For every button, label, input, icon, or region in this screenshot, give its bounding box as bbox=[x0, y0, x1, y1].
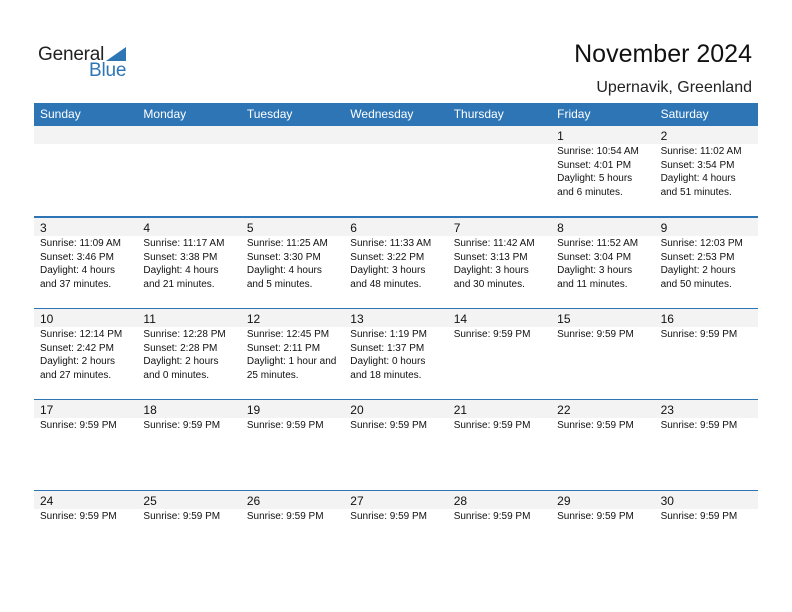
sun-info bbox=[247, 328, 344, 382]
sun-info bbox=[454, 510, 551, 524]
sun-info bbox=[454, 328, 551, 342]
day-cell bbox=[655, 309, 758, 399]
sun-info bbox=[661, 145, 758, 199]
sun-info bbox=[661, 328, 758, 342]
day-number: 8 bbox=[557, 221, 564, 235]
sun-info bbox=[143, 419, 240, 433]
logo-word-general: General bbox=[38, 44, 105, 65]
day-number: 24 bbox=[40, 494, 54, 508]
calendar-week-row bbox=[34, 217, 758, 308]
day-cell bbox=[448, 400, 551, 490]
sun-info-line: Sunrise: 9:59 PM bbox=[660, 420, 738, 431]
day-number: 26 bbox=[246, 494, 261, 508]
calendar-week-row bbox=[34, 490, 758, 581]
sun-info-line: Sunrise: 9:59 PM bbox=[453, 511, 531, 522]
sun-info-line: Sunrise: 9:59 PM bbox=[143, 420, 221, 431]
sun-info-line: Daylight: 4 hours bbox=[246, 265, 322, 276]
sun-info-line: Sunrise: 12:14 PM bbox=[40, 329, 123, 340]
sun-info-line: and 30 minutes. bbox=[453, 278, 525, 290]
sun-info bbox=[247, 510, 344, 524]
day-cell bbox=[448, 309, 551, 399]
sun-info-line: Sunrise: 12:03 PM bbox=[660, 238, 743, 249]
day-cell bbox=[655, 126, 758, 216]
week-days bbox=[34, 218, 758, 308]
sun-info-line: 25 minutes. bbox=[246, 369, 299, 381]
sun-info-line: Daylight: 5 hours bbox=[557, 173, 633, 184]
sun-info bbox=[557, 328, 654, 342]
day-number: 19 bbox=[246, 403, 261, 417]
day-number: 28 bbox=[453, 494, 468, 508]
day-number: 2 bbox=[660, 129, 668, 143]
day-number: 17 bbox=[40, 403, 54, 417]
day-number: 13 bbox=[350, 312, 364, 326]
sun-info-line: Sunrise: 9:59 PM bbox=[40, 420, 117, 431]
sun-info-line: Sunset: 4:01 PM bbox=[557, 159, 632, 171]
day-cell bbox=[34, 400, 137, 490]
day-number: 15 bbox=[557, 312, 571, 326]
day-number: 10 bbox=[40, 312, 54, 326]
sun-info bbox=[40, 419, 137, 433]
day-number: 11 bbox=[143, 312, 156, 326]
day-cell bbox=[34, 491, 137, 581]
sun-info-line: Sunrise: 11:09 AM bbox=[40, 238, 121, 249]
sun-info-line: and 0 minutes. bbox=[143, 369, 210, 381]
sun-info-line: Sunrise: 12:45 PM bbox=[246, 329, 330, 340]
sun-info bbox=[143, 237, 240, 291]
day-cell bbox=[448, 491, 551, 581]
sun-info-line: Daylight: 0 hours bbox=[350, 356, 426, 367]
sun-info-line: Sunrise: 9:59 PM bbox=[350, 420, 427, 431]
day-cell bbox=[241, 218, 344, 308]
day-cell bbox=[34, 218, 137, 308]
sun-info bbox=[247, 237, 344, 291]
sun-info-line: Sunrise: 12:28 PM bbox=[143, 329, 226, 340]
sun-info-line: Daylight: 2 hours bbox=[40, 356, 116, 367]
sun-info-line: Sunrise: 1:19 PM bbox=[350, 329, 427, 340]
day-cell bbox=[241, 400, 344, 490]
week-days bbox=[34, 309, 758, 399]
sun-info-line: Daylight: 1 hour and bbox=[246, 356, 337, 367]
sun-info-line: Sunrise: 9:59 PM bbox=[557, 329, 634, 340]
day-number: 12 bbox=[246, 312, 261, 326]
sun-info-line: and 37 minutes. bbox=[40, 278, 112, 290]
day-cell bbox=[551, 309, 654, 399]
sun-info bbox=[454, 237, 551, 291]
weekday-header-thursday: Thursday bbox=[453, 107, 504, 121]
day-number: 4 bbox=[143, 221, 151, 235]
weekday-header-monday: Monday bbox=[143, 107, 187, 121]
sun-info bbox=[557, 510, 654, 524]
sun-info-line: Sunrise: 9:59 PM bbox=[143, 511, 221, 522]
page-title: November 2024 bbox=[574, 40, 752, 68]
sun-info-line: and 6 minutes. bbox=[557, 186, 623, 198]
day-cell bbox=[655, 218, 758, 308]
sun-info-line: Sunset: 3:13 PM bbox=[453, 251, 528, 263]
day-cell bbox=[137, 400, 240, 490]
sun-info-line: Daylight: 2 hours bbox=[143, 356, 219, 367]
weekday-header-wednesday: Wednesday bbox=[350, 107, 414, 121]
day-cell bbox=[241, 126, 344, 216]
day-number: 20 bbox=[350, 403, 364, 417]
sun-info-line: Sunset: 2:42 PM bbox=[40, 342, 114, 354]
day-number bbox=[454, 126, 551, 144]
logo-word-blue: Blue bbox=[89, 60, 127, 81]
sun-info-line: Sunrise: 9:59 PM bbox=[660, 511, 738, 522]
sun-info-line: Daylight: 3 hours bbox=[350, 265, 426, 276]
sun-info-line: Daylight: 4 hours bbox=[40, 265, 116, 276]
sun-info-line: Sunset: 2:53 PM bbox=[660, 251, 735, 263]
sun-info-line: Sunrise: 9:59 PM bbox=[40, 511, 117, 522]
calendar-week-row bbox=[34, 126, 758, 217]
sun-info bbox=[557, 145, 654, 199]
sun-info-line: Sunrise: 11:02 AM bbox=[660, 146, 742, 157]
sun-info-line: Sunset: 3:38 PM bbox=[143, 251, 218, 263]
day-number: 27 bbox=[350, 494, 364, 508]
generalblue-logo bbox=[38, 44, 138, 80]
day-cell bbox=[448, 126, 551, 216]
day-cell bbox=[241, 491, 344, 581]
sun-info bbox=[661, 237, 758, 291]
day-number: 1 bbox=[557, 129, 564, 143]
day-number: 9 bbox=[660, 221, 668, 235]
sun-info-line: Sunrise: 9:59 PM bbox=[453, 420, 531, 431]
sun-info-line: Daylight: 4 hours bbox=[660, 173, 736, 184]
day-cell bbox=[344, 491, 447, 581]
sun-info bbox=[40, 237, 137, 291]
day-cell bbox=[344, 218, 447, 308]
sun-info-line: Sunrise: 9:59 PM bbox=[246, 511, 324, 522]
day-number: 25 bbox=[143, 494, 157, 508]
day-cell bbox=[137, 218, 240, 308]
sun-info bbox=[661, 510, 758, 524]
sun-info-line: and 18 minutes. bbox=[350, 369, 422, 381]
day-number: 29 bbox=[557, 494, 571, 508]
day-number: 30 bbox=[660, 494, 674, 508]
week-days bbox=[34, 491, 758, 581]
sun-info-line: Sunset: 1:37 PM bbox=[350, 342, 425, 354]
sun-info bbox=[350, 419, 447, 433]
sun-info bbox=[350, 237, 447, 291]
day-cell bbox=[241, 309, 344, 399]
day-number: 21 bbox=[453, 403, 468, 417]
sun-info-line: Sunrise: 9:59 PM bbox=[453, 329, 531, 340]
weekday-header-friday: Friday bbox=[557, 107, 591, 121]
sun-info-line: and 5 minutes. bbox=[246, 278, 313, 290]
sun-info-line: Sunrise: 9:59 PM bbox=[557, 420, 634, 431]
day-number: 3 bbox=[40, 221, 47, 235]
sun-info bbox=[661, 419, 758, 433]
day-cell bbox=[551, 400, 654, 490]
day-cell bbox=[551, 126, 654, 216]
calendar-weeks bbox=[34, 126, 758, 581]
sun-info bbox=[143, 510, 240, 524]
day-cell bbox=[137, 491, 240, 581]
day-cell bbox=[344, 309, 447, 399]
sun-info-line: Sunset: 3:22 PM bbox=[350, 251, 425, 263]
day-number: 5 bbox=[246, 221, 254, 235]
weekday-header-row bbox=[34, 103, 758, 126]
day-number: 14 bbox=[453, 312, 468, 326]
sun-info-line: Daylight: 3 hours bbox=[557, 265, 633, 276]
sun-info bbox=[143, 328, 240, 382]
sun-info-line: and 51 minutes. bbox=[660, 186, 732, 198]
day-number: 18 bbox=[143, 403, 157, 417]
day-number: 23 bbox=[660, 403, 674, 417]
day-number bbox=[350, 126, 447, 144]
sun-info-line: Sunrise: 11:52 AM bbox=[557, 238, 639, 249]
day-number: 16 bbox=[660, 312, 674, 326]
sun-info-line: Daylight: 2 hours bbox=[660, 265, 736, 276]
sun-info-line: Sunset: 3:46 PM bbox=[40, 251, 114, 263]
sun-info-line: and 11 minutes. bbox=[557, 278, 628, 290]
weekday-header-saturday: Saturday bbox=[660, 107, 709, 121]
sun-info-line: Sunrise: 11:17 AM bbox=[143, 238, 225, 249]
sun-info bbox=[247, 419, 344, 433]
logo-triangle-icon bbox=[106, 47, 126, 61]
sun-info-line: Sunrise: 9:59 PM bbox=[660, 329, 738, 340]
day-number: 22 bbox=[557, 403, 571, 417]
sun-info-line: and 48 minutes. bbox=[350, 278, 422, 290]
day-number: 7 bbox=[453, 221, 461, 235]
sun-info-line: and 21 minutes. bbox=[143, 278, 215, 290]
sun-info-line: Sunset: 2:11 PM bbox=[246, 342, 321, 354]
sun-info bbox=[40, 510, 137, 524]
sun-info-line: Sunset: 2:28 PM bbox=[143, 342, 218, 354]
sun-info-line: Sunset: 3:04 PM bbox=[557, 251, 632, 263]
weekday-header-tuesday: Tuesday bbox=[246, 107, 293, 121]
day-cell bbox=[344, 400, 447, 490]
location-subtitle: Upernavik, Greenland bbox=[596, 79, 752, 96]
sun-info-line: Sunrise: 11:33 AM bbox=[350, 238, 432, 249]
sun-info-line: Sunset: 3:54 PM bbox=[660, 159, 735, 171]
day-cell bbox=[137, 126, 240, 216]
sun-info-line: Daylight: 3 hours bbox=[453, 265, 529, 276]
day-number bbox=[40, 126, 137, 144]
day-cell bbox=[655, 400, 758, 490]
day-number: 6 bbox=[350, 221, 357, 235]
sun-info-line: Sunset: 3:30 PM bbox=[246, 251, 321, 263]
day-number bbox=[247, 126, 344, 144]
week-days bbox=[34, 126, 758, 216]
sun-info-line: Daylight: 4 hours bbox=[143, 265, 219, 276]
sun-info-line: Sunrise: 10:54 AM bbox=[557, 146, 639, 157]
sun-info-line: and 27 minutes. bbox=[40, 369, 112, 381]
sun-info bbox=[557, 419, 654, 433]
sun-info bbox=[40, 328, 137, 382]
weekday-header-sunday: Sunday bbox=[40, 107, 81, 121]
sun-info-line: and 50 minutes. bbox=[660, 278, 732, 290]
sun-info bbox=[350, 328, 447, 382]
sun-info bbox=[350, 510, 447, 524]
calendar-week-row bbox=[34, 399, 758, 490]
calendar-grid bbox=[34, 103, 758, 581]
day-cell bbox=[137, 309, 240, 399]
day-cell bbox=[344, 126, 447, 216]
sun-info-line: Sunrise: 9:59 PM bbox=[557, 511, 634, 522]
sun-info bbox=[557, 237, 654, 291]
day-number bbox=[143, 126, 240, 144]
calendar-week-row bbox=[34, 308, 758, 399]
sun-info-line: Sunrise: 11:42 AM bbox=[453, 238, 535, 249]
sun-info-line: Sunrise: 9:59 PM bbox=[350, 511, 427, 522]
day-cell bbox=[34, 309, 137, 399]
day-cell bbox=[551, 491, 654, 581]
day-cell bbox=[448, 218, 551, 308]
day-cell bbox=[551, 218, 654, 308]
week-days bbox=[34, 400, 758, 490]
sun-info bbox=[454, 419, 551, 433]
sun-info-line: Sunrise: 9:59 PM bbox=[246, 420, 324, 431]
sun-info-line: Sunrise: 11:25 AM bbox=[246, 238, 328, 249]
day-cell bbox=[655, 491, 758, 581]
day-cell bbox=[34, 126, 137, 216]
